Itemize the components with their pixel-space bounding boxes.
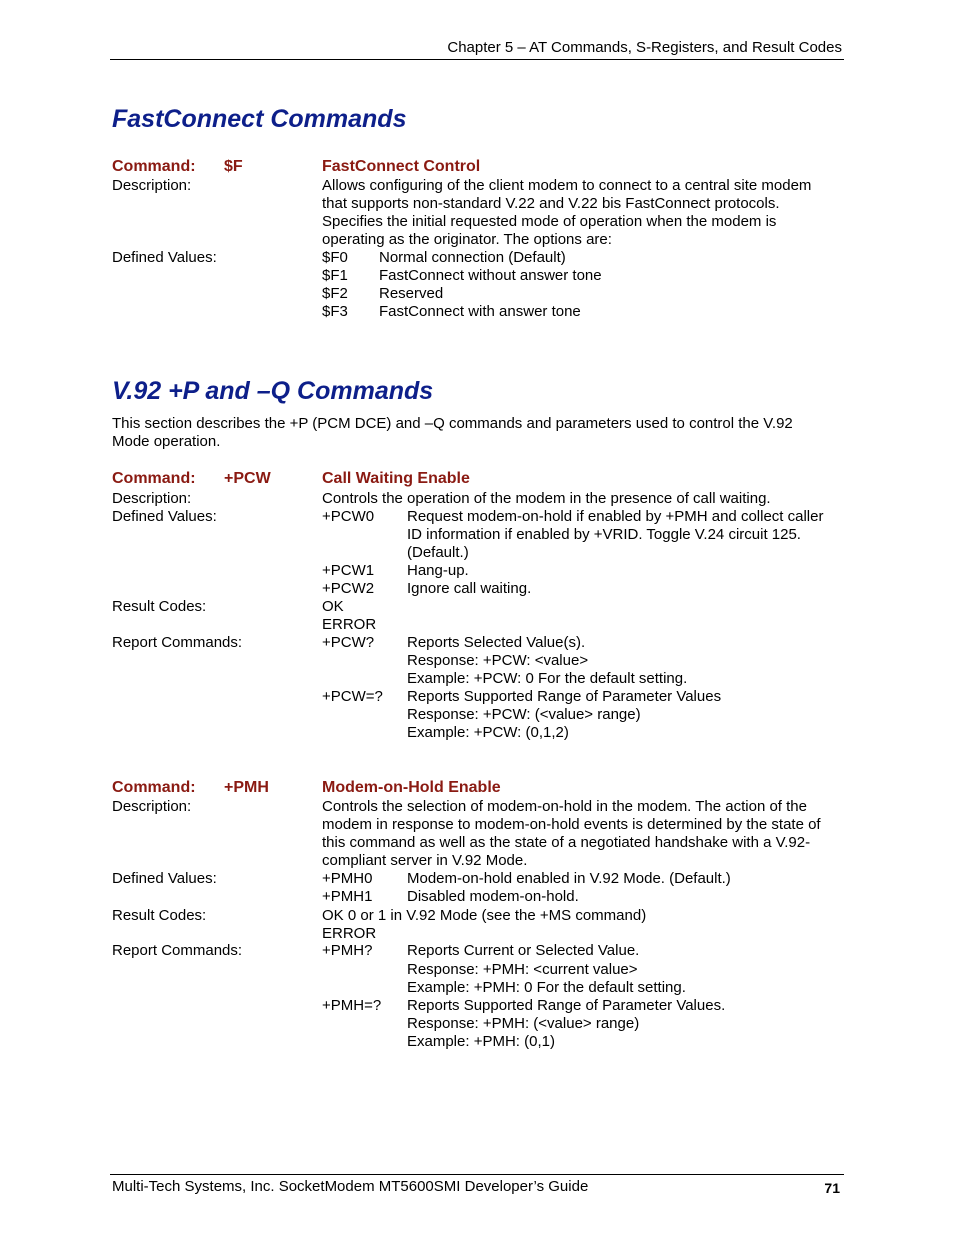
description-line: Allows configuring of the client modem to connect to a central site modem (322, 177, 812, 194)
report-code: +PCW? (322, 634, 375, 651)
report-text: Reports Supported Range of Parameter Values (407, 688, 722, 705)
command-code: $F (224, 158, 243, 175)
value-code: +PCW1 (322, 562, 375, 579)
report-text: Response: +PMH: <current value> (407, 961, 638, 978)
report-code: +PCW=? (322, 688, 383, 705)
value-code: +PCW2 (322, 580, 375, 597)
value-code: $F1 (322, 267, 348, 284)
value-text: Disabled modem-on-hold. (407, 888, 579, 905)
chapter-header: Chapter 5 – AT Commands, S-Registers, and Result Codes (447, 39, 842, 56)
report-text: Reports Selected Value(s). (407, 634, 586, 651)
report-text: Example: +PMH: 0 For the default setting. (407, 979, 686, 996)
value-code: +PMH0 (322, 870, 373, 887)
value-text: Hang-up. (407, 562, 469, 579)
report-text: Response: +PMH: (<value> range) (407, 1015, 640, 1032)
result-code: ERROR (322, 616, 377, 633)
description-line: Controls the selection of modem-on-hold in the modem. The action of the (322, 798, 807, 815)
value-text: ID information if enabled by +VRID. Toggle V.24 circuit 125. (407, 526, 801, 543)
value-code: $F3 (322, 303, 348, 320)
description-label: Description: (112, 798, 192, 815)
value-text: Request modem-on-hold if enabled by +PMH and collect caller (407, 508, 824, 525)
intro-line: Mode operation. (112, 433, 221, 450)
command-title: Modem-on-Hold Enable (322, 779, 501, 796)
value-text: Ignore call waiting. (407, 580, 532, 597)
description-line: this command as well as the state of a negotiated handshake with a V.92- (322, 834, 811, 851)
command-label: Command: (112, 470, 196, 487)
value-code: $F0 (322, 249, 348, 266)
report-text: Response: +PCW: <value> (407, 652, 589, 669)
footer-text: Multi-Tech Systems, Inc. SocketModem MT5600SMI Developer’s Guide (112, 1178, 589, 1195)
value-text: Normal connection (Default) (379, 249, 566, 266)
command-title: Call Waiting Enable (322, 470, 470, 487)
report-text: Response: +PCW: (<value> range) (407, 706, 641, 723)
report-commands-label: Report Commands: (112, 634, 243, 651)
result-codes-label: Result Codes: (112, 907, 207, 924)
report-text: Example: +PCW: 0 For the default setting. (407, 670, 688, 687)
report-text: Reports Supported Range of Parameter Values. (407, 997, 726, 1014)
description-label: Description: (112, 490, 192, 507)
page-number: 71 (824, 1180, 840, 1196)
description-line: operating as the originator. The options are: (322, 231, 612, 248)
section-title-fastconnect: FastConnect Commands (112, 105, 407, 133)
command-label: Command: (112, 158, 196, 175)
description-line: that supports non-standard V.22 and V.22 bis FastConnect protocols. (322, 195, 780, 212)
description-line: modem in response to modem-on-hold events is determined by the state of (322, 816, 821, 833)
value-code: +PCW0 (322, 508, 375, 525)
report-text: Example: +PMH: (0,1) (407, 1033, 555, 1050)
footer-rule (110, 1174, 844, 1175)
value-text: Modem-on-hold enabled in V.92 Mode. (Default.) (407, 870, 731, 887)
report-code: +PMH=? (322, 997, 382, 1014)
result-code: OK (322, 598, 344, 615)
defined-values-label: Defined Values: (112, 249, 217, 266)
report-commands-label: Report Commands: (112, 942, 243, 959)
value-code: $F2 (322, 285, 348, 302)
defined-values-label: Defined Values: (112, 508, 217, 525)
intro-line: This section describes the +P (PCM DCE) and –Q commands and parameters used to control the V.92 (112, 415, 793, 432)
defined-values-label: Defined Values: (112, 870, 217, 887)
value-text: FastConnect with answer tone (379, 303, 581, 320)
result-codes-label: Result Codes: (112, 598, 207, 615)
report-text: Example: +PCW: (0,1,2) (407, 724, 569, 741)
result-code: OK 0 or 1 in V.92 Mode (see the +MS command) (322, 907, 647, 924)
value-code: +PMH1 (322, 888, 373, 905)
command-title: FastConnect Control (322, 158, 481, 175)
result-code: ERROR (322, 925, 377, 942)
report-code: +PMH? (322, 942, 373, 959)
command-code: +PCW (224, 470, 271, 487)
section-title-v92: V.92 +P and –Q Commands (112, 377, 434, 405)
description-label: Description: (112, 177, 192, 194)
description-text: Controls the operation of the modem in the presence of call waiting. (322, 490, 771, 507)
value-text: Reserved (379, 285, 444, 302)
value-text: (Default.) (407, 544, 469, 561)
description-line: compliant server in V.92 Mode. (322, 852, 528, 869)
command-label: Command: (112, 779, 196, 796)
description-line: Specifies the initial requested mode of operation when the modem is (322, 213, 777, 230)
report-text: Reports Current or Selected Value. (407, 942, 640, 959)
value-text: FastConnect without answer tone (379, 267, 602, 284)
header-rule (110, 59, 844, 60)
command-code: +PMH (224, 779, 269, 796)
